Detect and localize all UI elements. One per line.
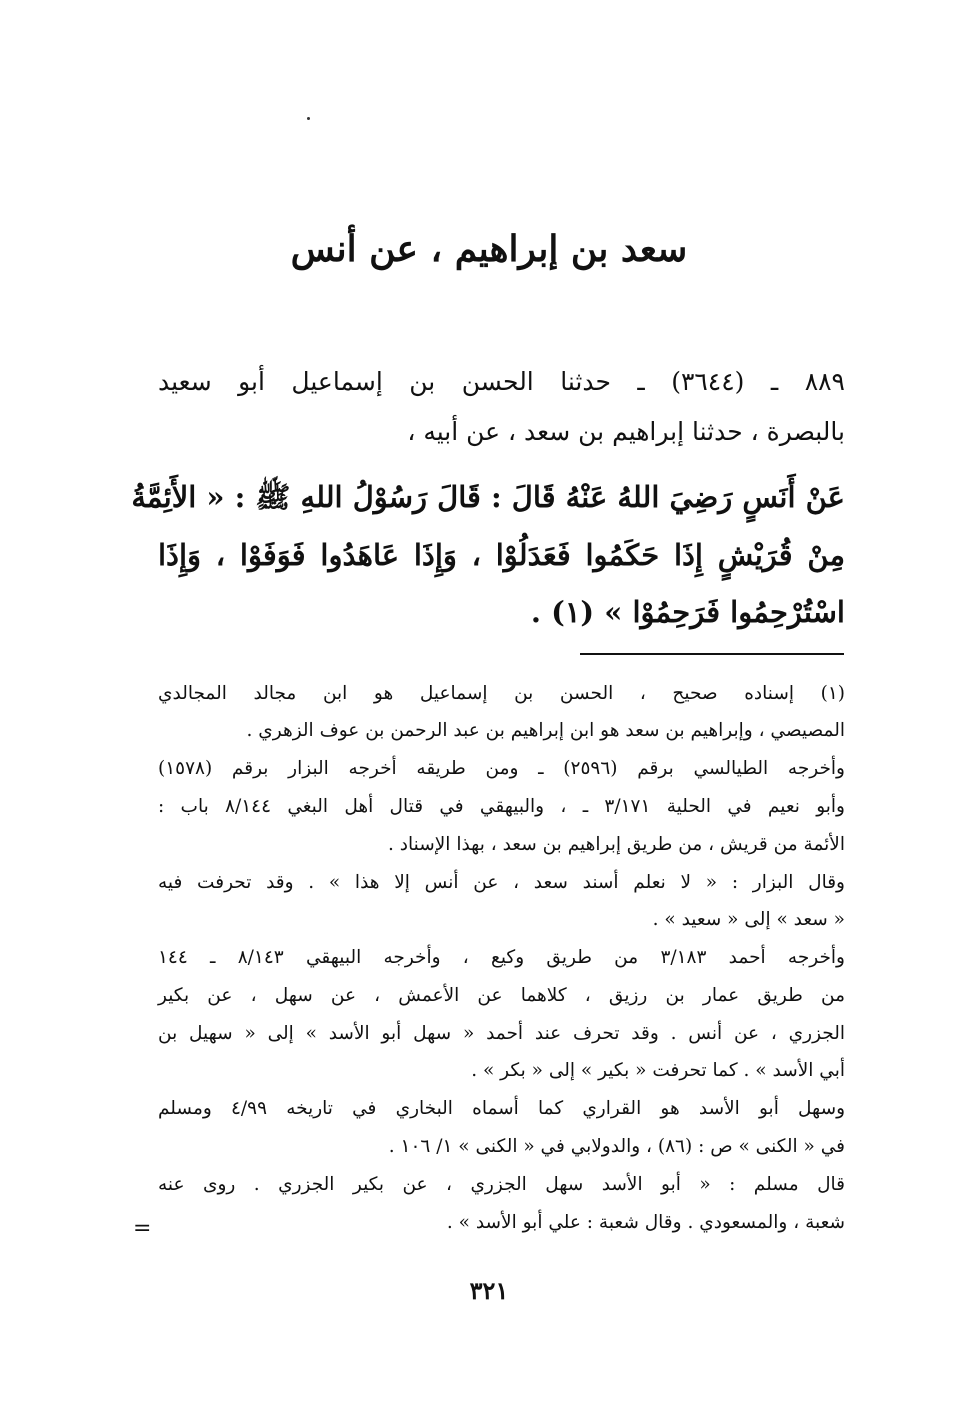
intro-line-2: بالبصرة ، حدثنا إبراهيم بن سعد ، عن أبيه ،	[407, 417, 845, 446]
hadith-line-2: مِنْ قُرَيْشٍ إِذَا حَكَمُوا فَعَدَلُوْا ، وَإِذَا عَاهَدُوا فَوَفَوْا ، وَإِذَا	[158, 538, 845, 572]
footnote-line: شعبة ، والمسعودي . وقال شعبة : علي أبو الأسد » .	[446, 1212, 845, 1233]
page-number: ٣٢١	[469, 1276, 509, 1305]
hadith-line-1: عَنْ أَنَسٍ رَضِيَ اللهُ عَنْهُ قَالَ : قَالَ رَسُوْلُ اللهِ ﷺ : « الأَئِمَّةُ	[131, 480, 845, 514]
scan-speck	[307, 117, 310, 120]
footnote-line: المصيصي ، وإبراهيم بن سعد هو ابن إبراهيم بن عبد الرحمن بن عوف الزهري .	[246, 720, 845, 741]
continuation-mark: =	[133, 1216, 152, 1241]
footnote-line: وأبو نعيم في الحلية ٣/١٧١ ـ ، والبيهقي في قتال أهل البغي ٨/١٤٤ باب :	[158, 796, 845, 817]
footnote-separator	[580, 653, 844, 655]
footnote-line: وسهل أبو الأسد هو القراري كما أسماه البخاري في تاريخه ٤/٩٩ ومسلم	[158, 1098, 845, 1119]
footnote-line: الجزري ، عن أنس . وقد تحرف عند أحمد « سهل أبو الأسد » إلى « سهيل بن	[158, 1023, 845, 1044]
footnote-line: وقال البزار : « لا نعلم أسند سعد ، عن أنس إلا هذا » . وقد تحرفت فيه	[158, 872, 845, 893]
footnote-line: الأئمة من قريش ، من طريق إبراهيم بن سعد ، بهذا الإسناد .	[388, 834, 845, 855]
footnote-line: (١) إسناده صحيح ، الحسن بن إسماعيل هو ابن مجالد المجالدي	[158, 683, 845, 704]
footnote-line: أبي الأسد » . كما تحرفت « بكير » إلى « بكر » .	[471, 1060, 845, 1081]
intro-line-1: ٨٨٩ ـ (٣٦٤٤) ـ حدثنا الحسن بن إسماعيل أبو سعيد	[158, 367, 845, 396]
section-title: سعد بن إبراهيم ، عن أنس	[290, 228, 688, 270]
hadith-line-3: اسْتُرْحِمُوا فَرَحِمُوْا » (١) .	[530, 595, 845, 629]
footnote-line: من طريق عمار بن رزيق ، كلاهما عن الأعمش ، عن سهل ، عن بكير	[158, 985, 845, 1006]
footnote-line: قال مسلم : « أبو الأسد سهل الجزري ، عن بكير الجزري . روى عنه	[158, 1174, 845, 1195]
footnote-line: في « الكنى » ص : (٨٦) ، والدولابي في « الكنى » ١/ ١٠٦ .	[388, 1136, 845, 1157]
footnote-line: « سعد » إلى « سعيد » .	[652, 909, 845, 930]
footnote-line: وأخرجه أحمد ٣/١٨٣ من طريق وكيع ، وأخرجه البيهقي ٨/١٤٣ ـ ١٤٤	[158, 947, 845, 968]
footnote-line: وأخرجه الطيالسي برقم (٢٥٩٦) ـ ومن طريقه أخرجه البزار برقم (١٥٧٨)	[158, 758, 845, 779]
